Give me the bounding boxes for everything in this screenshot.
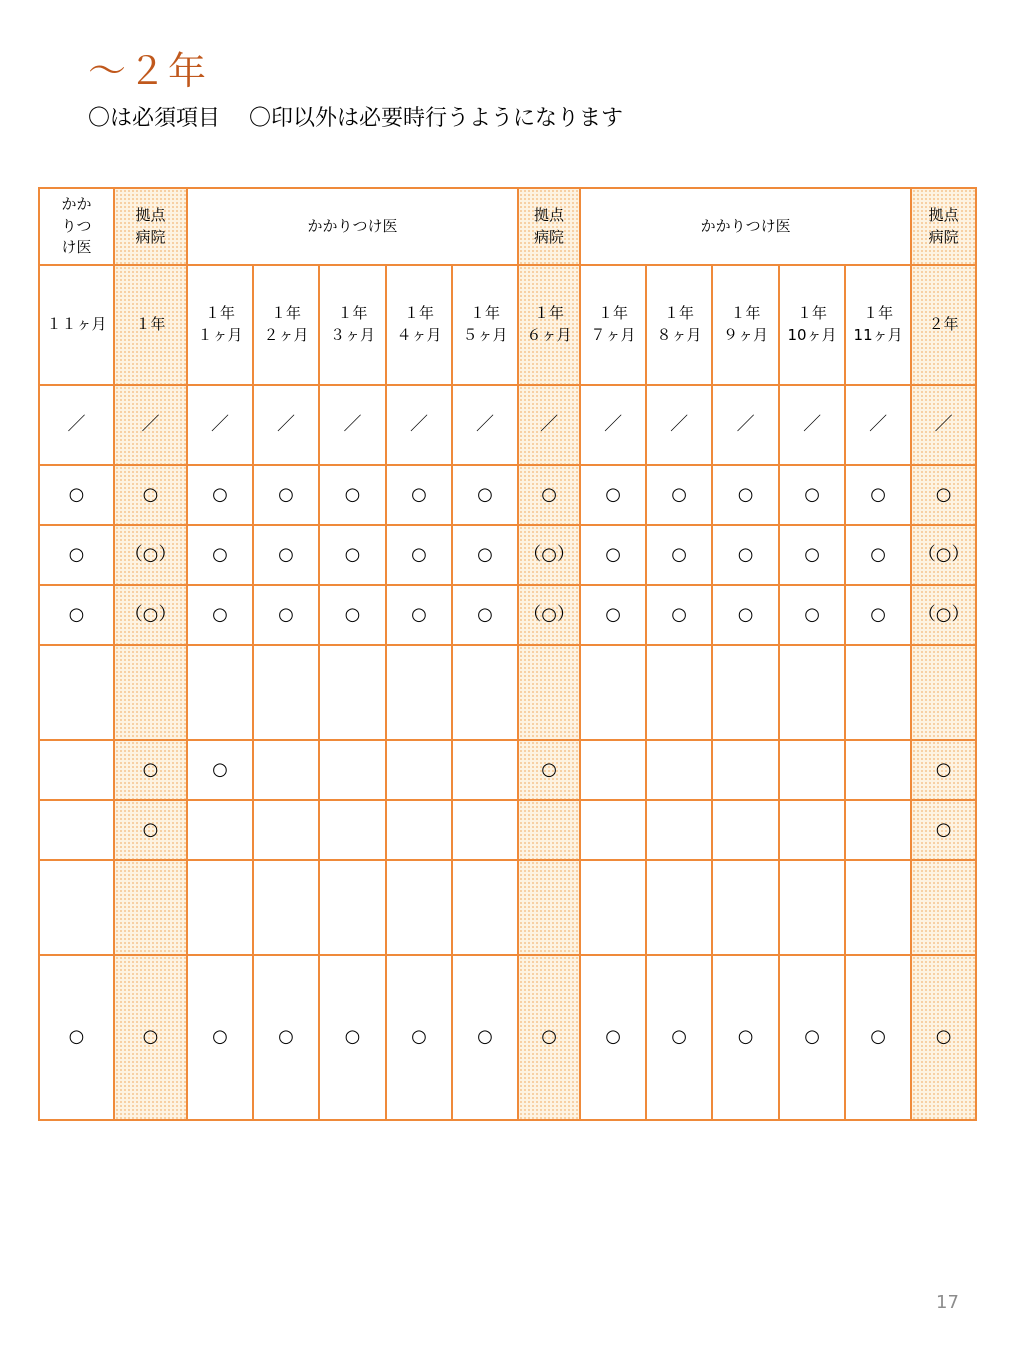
schedule-cell: ○ [845,955,911,1120]
schedule-cell: ○ [580,465,646,525]
schedule-cell [452,645,518,740]
header-family-doctor: かかりつけ医 [187,188,518,265]
schedule-cell [319,645,386,740]
header-hub-hospital: 拠点 病院 [114,188,187,265]
schedule-cell: ○ [319,955,386,1120]
schedule-row [39,955,976,1120]
schedule-cell [712,800,779,860]
schedule-cell: ○ [646,525,712,585]
schedule-cell [39,800,114,860]
schedule-cell: ○ [911,740,976,800]
schedule-cell [452,860,518,955]
schedule-cell [319,800,386,860]
schedule-cell: ／ [712,385,779,465]
period-cell: １年 ４ヶ月 [386,265,452,385]
schedule-cell: ／ [845,385,911,465]
schedule-cell: ○ [386,465,452,525]
schedule-cell: ○ [580,525,646,585]
schedule-cell: ○ [187,955,253,1120]
schedule-cell: ○ [646,465,712,525]
schedule-body [39,188,976,1120]
schedule-cell: ○ [845,585,911,645]
schedule-cell: ○ [779,955,845,1120]
schedule-cell: ／ [518,385,580,465]
schedule-cell: ○ [386,525,452,585]
schedule-cell: （○） [518,525,580,585]
header-family-doctor: かか りつ け医 [39,188,114,265]
schedule-cell [319,860,386,955]
header-family-doctor: かかりつけ医 [580,188,911,265]
slide-subtitle: 〇は必須項目 〇印以外は必要時行うようになります [88,106,623,131]
schedule-cell: ○ [779,465,845,525]
schedule-cell: ○ [187,585,253,645]
schedule-cell [187,800,253,860]
schedule-cell: ／ [39,385,114,465]
schedule-cell: ○ [580,585,646,645]
schedule-cell [845,800,911,860]
period-cell: １年 10ヶ月 [779,265,845,385]
schedule-cell [779,645,845,740]
schedule-cell: ○ [712,465,779,525]
schedule-cell: ○ [39,525,114,585]
period-cell: １年 [114,265,187,385]
schedule-cell: ○ [845,465,911,525]
schedule-cell: ○ [187,465,253,525]
period-row [39,265,976,385]
schedule-row [39,860,976,955]
schedule-cell [518,645,580,740]
schedule-cell [646,645,712,740]
schedule-cell: ○ [114,800,187,860]
schedule-cell: ／ [187,385,253,465]
schedule-row [39,465,976,525]
schedule-cell: ／ [646,385,712,465]
header-hub-hospital: 拠点 病院 [518,188,580,265]
schedule-cell [452,800,518,860]
schedule-cell [580,740,646,800]
schedule-cell: ○ [253,955,319,1120]
period-cell: １年 ５ヶ月 [452,265,518,385]
schedule-cell: ○ [518,955,580,1120]
schedule-row [39,645,976,740]
schedule-row [39,525,976,585]
period-cell: １年 １ヶ月 [187,265,253,385]
schedule-cell: ○ [386,585,452,645]
schedule-cell: ○ [646,955,712,1120]
schedule-cell: ○ [114,740,187,800]
period-cell: １年 ２ヶ月 [253,265,319,385]
schedule-cell: ○ [712,955,779,1120]
schedule-cell [253,800,319,860]
schedule-cell: ○ [39,955,114,1120]
schedule-cell [646,800,712,860]
schedule-cell [187,860,253,955]
schedule-cell: ○ [452,955,518,1120]
schedule-cell [253,645,319,740]
period-cell: ２年 [911,265,976,385]
schedule-cell: ／ [911,385,976,465]
schedule-cell: ／ [114,385,187,465]
schedule-cell: （○） [114,525,187,585]
schedule-cell [386,645,452,740]
schedule-cell [845,645,911,740]
schedule-cell: ○ [712,525,779,585]
schedule-cell: ○ [646,585,712,645]
schedule-cell [779,800,845,860]
schedule-cell: ／ [452,385,518,465]
schedule-cell: ○ [518,465,580,525]
schedule-table [38,187,977,1121]
schedule-cell [911,860,976,955]
schedule-cell [253,740,319,800]
header-group-row [39,188,976,265]
schedule-row [39,740,976,800]
schedule-cell: （○） [911,585,976,645]
schedule-cell [646,860,712,955]
schedule-cell: ○ [518,740,580,800]
schedule-cell [712,740,779,800]
schedule-cell: （○） [518,585,580,645]
schedule-cell [319,740,386,800]
schedule-cell: ／ [779,385,845,465]
schedule-cell [911,645,976,740]
schedule-cell [39,740,114,800]
schedule-cell [518,860,580,955]
schedule-cell: ／ [319,385,386,465]
schedule-cell: ○ [253,525,319,585]
schedule-cell [114,645,187,740]
schedule-cell: ○ [187,525,253,585]
schedule-row [39,585,976,645]
schedule-cell: ○ [114,955,187,1120]
schedule-cell [580,800,646,860]
schedule-cell: ○ [187,740,253,800]
header-hub-hospital: 拠点 病院 [911,188,976,265]
schedule-cell [712,645,779,740]
schedule-cell [580,860,646,955]
schedule-cell [845,860,911,955]
schedule-cell: ○ [580,955,646,1120]
schedule-cell [386,740,452,800]
schedule-cell: ○ [911,955,976,1120]
schedule-cell: ○ [39,465,114,525]
schedule-cell [253,860,319,955]
period-cell: １年 ８ヶ月 [646,265,712,385]
schedule-cell: ○ [386,955,452,1120]
schedule-cell: ／ [580,385,646,465]
schedule-cell [779,860,845,955]
schedule-cell: （○） [911,525,976,585]
schedule-cell: ／ [386,385,452,465]
schedule-row [39,385,976,465]
schedule-cell: （○） [114,585,187,645]
schedule-cell [712,860,779,955]
schedule-cell [646,740,712,800]
schedule-cell: ○ [319,585,386,645]
schedule-cell [518,800,580,860]
schedule-cell: ○ [253,585,319,645]
schedule-cell [779,740,845,800]
schedule-row [39,800,976,860]
period-cell: １年 ６ヶ月 [518,265,580,385]
schedule-cell [386,860,452,955]
schedule-cell: ○ [779,585,845,645]
schedule-cell: ○ [253,465,319,525]
schedule-cell: ○ [319,465,386,525]
slide-title: ～２年 [88,49,209,93]
schedule-cell: ○ [452,585,518,645]
schedule-cell: ○ [911,800,976,860]
schedule-cell: ○ [114,465,187,525]
schedule-cell: ○ [712,585,779,645]
schedule-cell [386,800,452,860]
schedule-cell [580,645,646,740]
page-number: 17 [936,1292,959,1313]
schedule-cell: ○ [911,465,976,525]
schedule-cell: ○ [779,525,845,585]
period-cell: １年 ３ヶ月 [319,265,386,385]
schedule-cell [187,645,253,740]
schedule-cell [452,740,518,800]
schedule-cell [114,860,187,955]
period-cell: １１ヶ月 [39,265,114,385]
period-cell: １年 11ヶ月 [845,265,911,385]
schedule-cell: ○ [39,585,114,645]
period-cell: １年 ９ヶ月 [712,265,779,385]
schedule-cell: ○ [452,465,518,525]
schedule-cell [39,645,114,740]
schedule-cell: ／ [253,385,319,465]
period-cell: １年 ７ヶ月 [580,265,646,385]
schedule-cell: ○ [319,525,386,585]
schedule-cell [39,860,114,955]
schedule-cell [845,740,911,800]
schedule-cell: ○ [452,525,518,585]
schedule-cell: ○ [845,525,911,585]
